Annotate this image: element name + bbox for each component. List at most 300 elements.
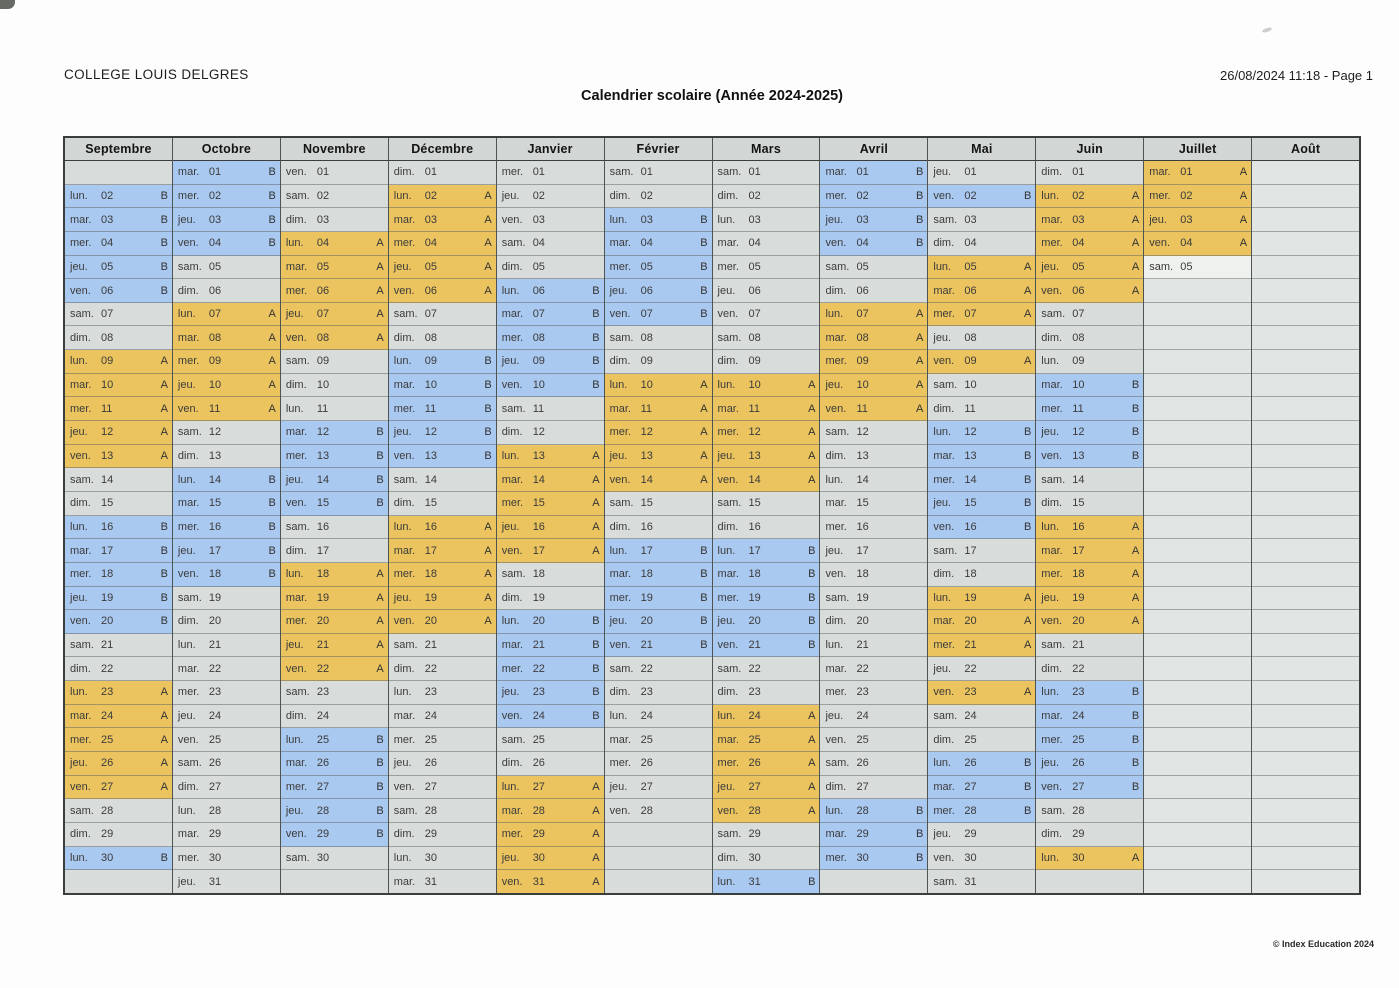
- day-name: dim.: [825, 780, 847, 793]
- week-letter: B: [808, 615, 816, 628]
- day-cell: [928, 445, 1035, 469]
- day-cell: [820, 161, 927, 185]
- day-cell: [928, 374, 1035, 398]
- day-cell: [928, 185, 1035, 209]
- week-letter: A: [1131, 544, 1140, 557]
- day-name: jeu.: [1041, 591, 1060, 604]
- day-name: mer.: [717, 591, 739, 604]
- day-cell: [605, 468, 712, 492]
- day-cell: [820, 421, 927, 445]
- day-cell: [65, 421, 172, 445]
- day-number: 24: [964, 710, 977, 723]
- day-name: sam.: [70, 639, 94, 652]
- day-name: mar.: [501, 639, 524, 652]
- day-number: 21: [101, 639, 114, 652]
- week-letter: B: [268, 520, 276, 533]
- week-letter: A: [700, 450, 708, 462]
- day-cell: [497, 397, 604, 421]
- day-number: 03: [1180, 213, 1193, 226]
- week-letter: A: [1131, 260, 1140, 273]
- day-number: 14: [856, 473, 869, 486]
- day-cell: [820, 870, 927, 893]
- day-name: ven.: [825, 568, 847, 581]
- day-cell: [605, 350, 712, 374]
- day-cell: [173, 492, 280, 516]
- day-number: 13: [748, 450, 761, 462]
- day-cell: [1144, 208, 1251, 232]
- day-cell: [928, 799, 1035, 823]
- day-cell: [497, 279, 604, 303]
- day-number: 02: [964, 189, 977, 202]
- week-letter: A: [916, 402, 924, 415]
- day-cell: [281, 232, 388, 256]
- day-cell: [820, 374, 927, 398]
- day-number: 17: [208, 544, 222, 557]
- day-number: 16: [856, 520, 869, 533]
- day-number: 23: [532, 686, 545, 699]
- day-name: mer.: [501, 166, 524, 179]
- day-name: jeu.: [717, 450, 736, 462]
- day-name: mar.: [285, 591, 308, 604]
- week-letter: B: [808, 544, 816, 557]
- day-number: 30: [532, 851, 545, 864]
- day-cell: [820, 468, 927, 492]
- day-name: dim.: [825, 284, 847, 297]
- day-cell: [173, 397, 280, 421]
- day-name: ven.: [825, 237, 847, 250]
- day-name: jeu.: [717, 780, 736, 793]
- day-name: jeu.: [933, 497, 952, 510]
- day-name: mer.: [285, 450, 308, 462]
- day-cell: [820, 705, 927, 729]
- day-name: lun.: [70, 355, 88, 368]
- day-cell: [281, 326, 388, 350]
- week-letter: A: [376, 662, 384, 675]
- day-number: 25: [101, 733, 114, 746]
- day-name: jeu.: [933, 662, 952, 675]
- day-number: 25: [532, 733, 545, 746]
- day-number: 30: [208, 851, 222, 864]
- day-cell: [1036, 279, 1143, 303]
- day-number: 18: [748, 568, 761, 581]
- day-number: 06: [316, 284, 330, 297]
- day-cell: [1036, 350, 1143, 374]
- day-name: mar.: [933, 615, 955, 628]
- day-number: 14: [640, 473, 653, 486]
- day-cell: [605, 823, 712, 847]
- day-number: 27: [1072, 780, 1085, 793]
- day-number: 20: [208, 615, 222, 628]
- week-letter: B: [268, 568, 276, 581]
- day-cell: [820, 823, 927, 847]
- day-name: jeu.: [177, 710, 196, 723]
- week-letter: B: [160, 284, 168, 297]
- day-number: 13: [856, 450, 869, 462]
- day-name: sam.: [285, 355, 310, 368]
- day-cell: [713, 374, 820, 398]
- day-number: 18: [964, 568, 977, 581]
- day-name: ven.: [285, 497, 307, 510]
- day-number: 17: [424, 544, 438, 557]
- day-name: mar.: [933, 284, 955, 297]
- day-number: 20: [640, 615, 653, 628]
- day-cell: [173, 847, 280, 871]
- week-letter: A: [160, 686, 168, 699]
- day-cell: [1036, 232, 1143, 256]
- day-name: mer.: [393, 568, 416, 581]
- day-cell: [1252, 657, 1359, 681]
- day-number: 14: [532, 473, 545, 486]
- day-number: 01: [856, 166, 869, 179]
- month-column: [1035, 138, 1143, 893]
- week-letter: A: [484, 284, 492, 297]
- day-name: lun.: [717, 544, 736, 557]
- day-number: 20: [101, 615, 114, 628]
- day-name: dim.: [717, 189, 739, 202]
- day-number: 11: [1072, 402, 1084, 415]
- week-letter: B: [1023, 780, 1032, 793]
- day-cell: [497, 161, 604, 185]
- day-cell: [65, 776, 172, 800]
- day-cell: [1252, 492, 1359, 516]
- day-name: mer.: [609, 426, 632, 439]
- week-letter: A: [592, 450, 600, 462]
- week-letter: B: [592, 639, 600, 652]
- day-name: jeu.: [1041, 426, 1060, 439]
- day-cell: [173, 539, 280, 563]
- day-cell: [1144, 657, 1251, 681]
- day-cell: [389, 870, 496, 893]
- day-name: lun.: [933, 757, 952, 770]
- day-cell: [173, 563, 280, 587]
- day-cell: [605, 326, 712, 350]
- day-number: 24: [208, 710, 222, 723]
- week-letter: B: [484, 355, 492, 368]
- week-letter: A: [1239, 213, 1248, 226]
- day-name: dim.: [501, 260, 523, 273]
- day-name: mar.: [501, 473, 524, 486]
- week-letter: A: [808, 733, 816, 746]
- day-number: 05: [316, 260, 330, 273]
- month-column: [604, 138, 712, 893]
- day-cell: [65, 681, 172, 705]
- day-name: lun.: [177, 639, 196, 652]
- day-number: 14: [748, 473, 761, 486]
- week-letter: A: [484, 615, 492, 628]
- day-number: 05: [856, 260, 869, 273]
- day-name: jeu.: [609, 780, 628, 793]
- day-cell: [497, 563, 604, 587]
- day-number: 03: [964, 213, 977, 226]
- day-name: jeu.: [393, 591, 412, 604]
- day-number: 23: [748, 686, 761, 699]
- day-number: 04: [1180, 237, 1193, 250]
- day-name: lun.: [717, 379, 736, 392]
- day-number: 07: [964, 308, 977, 321]
- day-number: 02: [532, 189, 545, 202]
- day-cell: [713, 657, 820, 681]
- day-name: ven.: [70, 780, 91, 793]
- day-number: 04: [964, 237, 977, 250]
- day-cell: [497, 587, 604, 611]
- day-cell: [713, 539, 820, 563]
- day-number: 09: [532, 355, 545, 368]
- day-name: sam.: [393, 804, 418, 817]
- day-number: 28: [856, 804, 869, 817]
- day-cell: [173, 374, 280, 398]
- day-cell: [389, 161, 496, 185]
- day-number: 26: [316, 757, 330, 770]
- day-number: 06: [532, 284, 545, 297]
- day-cell: [928, 657, 1035, 681]
- day-name: mar.: [285, 426, 308, 439]
- week-letter: B: [160, 237, 168, 250]
- day-cell: [713, 185, 820, 209]
- week-letter: A: [592, 851, 600, 864]
- week-letter: A: [268, 355, 276, 368]
- day-name: mar.: [285, 260, 308, 273]
- day-name: mer.: [177, 520, 200, 533]
- day-number: 26: [424, 757, 438, 770]
- week-letter: A: [1131, 851, 1140, 864]
- day-number: 06: [856, 284, 869, 297]
- day-cell: [928, 870, 1035, 893]
- day-cell: [281, 847, 388, 871]
- day-cell: [389, 421, 496, 445]
- week-letter: A: [592, 520, 600, 533]
- day-name: mar.: [177, 166, 200, 179]
- day-cell: [820, 232, 927, 256]
- day-name: ven.: [70, 450, 91, 462]
- day-number: 12: [748, 426, 761, 439]
- day-cell: [928, 610, 1035, 634]
- day-name: dim.: [933, 402, 955, 415]
- day-name: mar.: [825, 828, 847, 841]
- day-cell: [1144, 681, 1251, 705]
- day-cell: [173, 350, 280, 374]
- day-number: 15: [640, 497, 653, 510]
- day-cell: [1252, 587, 1359, 611]
- day-number: 19: [532, 591, 545, 604]
- day-cell: [497, 634, 604, 658]
- day-number: 15: [532, 497, 545, 510]
- month-header: Septembre: [65, 138, 172, 161]
- day-cell: [173, 468, 280, 492]
- day-cell: [1036, 752, 1143, 776]
- day-name: mer.: [285, 284, 308, 297]
- day-number: 05: [1072, 260, 1085, 273]
- day-number: 19: [1072, 591, 1085, 604]
- day-name: jeu.: [609, 615, 628, 628]
- day-name: lun.: [285, 402, 304, 415]
- day-number: 10: [532, 379, 545, 392]
- day-number: 07: [316, 308, 330, 321]
- week-letter: A: [1131, 591, 1140, 604]
- week-letter: B: [700, 308, 708, 321]
- day-cell: [1144, 256, 1251, 280]
- day-number: 29: [101, 828, 114, 841]
- day-number: 17: [748, 544, 761, 557]
- day-name: dim.: [177, 284, 199, 297]
- day-number: 18: [208, 568, 222, 581]
- day-cell: [65, 610, 172, 634]
- day-name: dim.: [177, 450, 199, 462]
- day-cell: [1252, 823, 1359, 847]
- week-letter: B: [160, 544, 168, 557]
- day-cell: [928, 232, 1035, 256]
- month-column: [172, 138, 280, 893]
- day-number: 15: [856, 497, 869, 510]
- day-number: 29: [1072, 828, 1085, 841]
- day-number: 04: [101, 237, 114, 250]
- day-cell: [389, 374, 496, 398]
- day-cell: [820, 185, 927, 209]
- day-cell: [820, 776, 927, 800]
- day-number: 04: [748, 237, 761, 250]
- day-name: jeu.: [70, 260, 88, 273]
- day-name: jeu.: [285, 473, 304, 486]
- day-number: 19: [101, 591, 114, 604]
- day-cell: [1036, 563, 1143, 587]
- day-cell: [605, 256, 712, 280]
- day-name: ven.: [501, 875, 523, 888]
- week-letter: A: [1131, 284, 1140, 297]
- day-name: lun.: [70, 520, 88, 533]
- day-name: lun.: [393, 189, 412, 202]
- day-name: jeu.: [177, 875, 196, 888]
- day-number: 03: [101, 213, 114, 226]
- day-name: mer.: [70, 733, 92, 746]
- day-cell: [1252, 776, 1359, 800]
- day-cell: [820, 516, 927, 540]
- day-name: mar.: [393, 544, 416, 557]
- day-name: mer.: [1041, 733, 1063, 746]
- day-number: 03: [1072, 213, 1085, 226]
- day-number: 20: [1072, 615, 1085, 628]
- day-cell: [820, 397, 927, 421]
- day-name: ven.: [717, 473, 739, 486]
- day-number: 25: [856, 733, 869, 746]
- day-name: jeu.: [393, 260, 412, 273]
- day-number: 07: [424, 308, 438, 321]
- day-number: 04: [208, 237, 222, 250]
- day-number: 16: [101, 520, 114, 533]
- day-name: dim.: [393, 828, 415, 841]
- day-name: lun.: [1041, 520, 1060, 533]
- day-cell: [1144, 350, 1251, 374]
- week-letter: A: [592, 875, 600, 888]
- day-number: 15: [208, 497, 222, 510]
- day-cell: [605, 870, 712, 893]
- day-number: 21: [964, 639, 977, 652]
- week-letter: A: [376, 284, 384, 297]
- week-letter: B: [1023, 497, 1032, 510]
- day-number: 29: [964, 828, 977, 841]
- day-name: lun.: [393, 686, 412, 699]
- day-name: dim.: [933, 733, 955, 746]
- week-letter: A: [808, 426, 816, 439]
- day-cell: [928, 326, 1035, 350]
- day-name: mer.: [285, 615, 308, 628]
- day-cell: [713, 397, 820, 421]
- day-name: sam.: [285, 520, 310, 533]
- day-cell: [65, 492, 172, 516]
- day-number: 28: [532, 804, 545, 817]
- day-number: 24: [101, 710, 114, 723]
- day-cell: [1036, 374, 1143, 398]
- day-name: ven.: [609, 639, 631, 652]
- day-name: dim.: [70, 662, 91, 675]
- day-cell: [65, 587, 172, 611]
- day-number: 11: [748, 402, 760, 415]
- day-number: 19: [856, 591, 869, 604]
- day-name: mar.: [70, 710, 92, 723]
- day-name: sam.: [609, 166, 634, 179]
- day-cell: [281, 752, 388, 776]
- day-name: mar.: [609, 402, 632, 415]
- day-name: ven.: [1041, 450, 1063, 462]
- day-cell: [928, 539, 1035, 563]
- day-name: jeu.: [825, 544, 844, 557]
- day-cell: [713, 492, 820, 516]
- day-number: 20: [964, 615, 977, 628]
- day-cell: [173, 185, 280, 209]
- day-cell: [65, 445, 172, 469]
- day-name: ven.: [70, 284, 91, 297]
- week-letter: B: [700, 213, 708, 226]
- day-cell: [173, 256, 280, 280]
- day-cell: [389, 516, 496, 540]
- day-name: sam.: [501, 237, 526, 250]
- day-name: mer.: [1149, 189, 1171, 202]
- day-cell: [1036, 161, 1143, 185]
- week-letter: A: [484, 520, 492, 533]
- day-number: 03: [316, 213, 330, 226]
- day-number: 11: [532, 402, 545, 415]
- week-letter: A: [160, 426, 168, 439]
- day-cell: [1144, 161, 1251, 185]
- day-name: ven.: [1041, 615, 1063, 628]
- day-number: 25: [640, 733, 653, 746]
- day-cell: [820, 303, 927, 327]
- day-name: mer.: [1041, 402, 1063, 415]
- month-header: Avril: [820, 138, 927, 161]
- week-letter: B: [808, 568, 816, 581]
- month-header: Mai: [928, 138, 1035, 161]
- day-name: mer.: [933, 308, 955, 321]
- day-number: 23: [424, 686, 438, 699]
- day-cell: [173, 516, 280, 540]
- day-number: 23: [101, 686, 114, 699]
- day-name: mar.: [70, 544, 92, 557]
- week-letter: A: [160, 733, 168, 746]
- day-number: 15: [316, 497, 330, 510]
- day-cell: [497, 326, 604, 350]
- day-number: 28: [101, 804, 114, 817]
- day-number: 01: [208, 166, 222, 179]
- day-cell: [497, 539, 604, 563]
- day-name: lun.: [177, 308, 196, 321]
- day-cell: [928, 397, 1035, 421]
- day-cell: [1252, 705, 1359, 729]
- day-name: mar.: [70, 213, 92, 226]
- week-letter: B: [160, 568, 168, 581]
- week-letter: B: [1023, 804, 1032, 817]
- day-cell: [389, 728, 496, 752]
- day-number: 07: [748, 308, 761, 321]
- day-number: 20: [856, 615, 869, 628]
- week-letter: B: [592, 615, 600, 628]
